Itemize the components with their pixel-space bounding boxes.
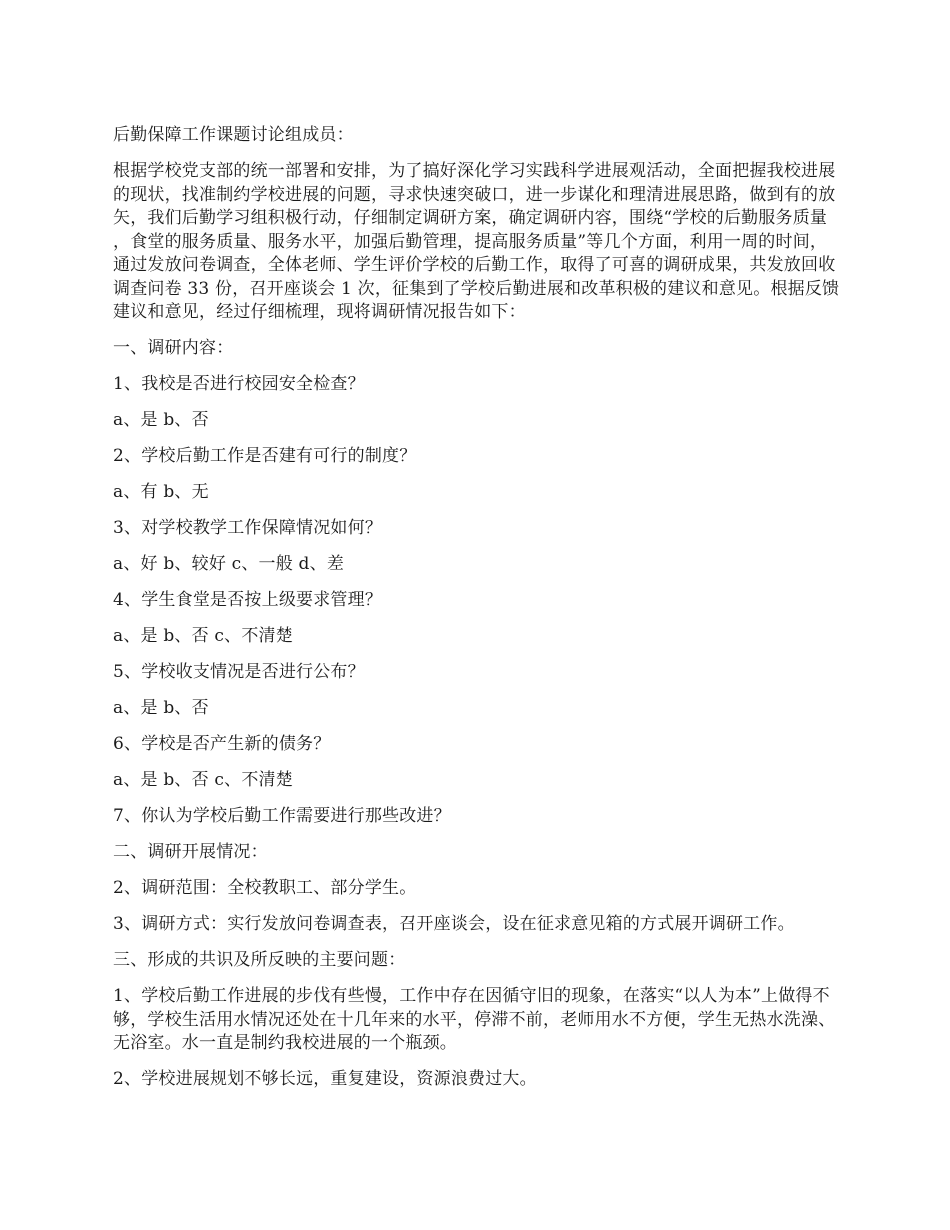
doc-heading: 后勤保障工作课题讨论组成员： xyxy=(113,125,354,145)
question-4: 4、学生食堂是否按上级要求管理？ xyxy=(113,590,383,610)
survey-scope: 2、调研范围：全校教职工、部分学生。 xyxy=(113,878,417,898)
intro-paragraph: 根据学校党支部的统一部署和安排，为了搞好深化学习实践科学进展观活动，全面把握我校进展的现状，找准制约学校进展的问题，寻求快速突破口，进一步谋化和理清进展思路，做到有的放矢，我们后勤学习组积极行动，仔细制定调研方案，确定调研内容，围绕“学校的后勤服务质量，食堂的服务质量、服务水平，加强后勤管理，提高服务质量”等几个方面，利用一周的时间，通过发放问卷调查，全体老师、学生评价学校的后勤工作，取得了可喜的调研成果，共发放回收调查问卷 33 份，召开座谈会 1 次，征集到了学校后勤进展和改革积极的建议和意见。根据反馈建议和意见，经过仔细梳理，现将调研情况报告如下： xyxy=(113,161,840,322)
question-3: 3、对学校教学工作保障情况如何？ xyxy=(113,518,383,538)
section-heading-progress: 二、调研开展情况： xyxy=(113,842,268,862)
issue-1: 1、学校后勤工作进展的步伐有些慢，工作中存在因循守旧的现象，在落实“以人为本”上做得不够，学校生活用水情况还处在十几年来的水平，停滞不前，老师用水不方便，学生无热水洗澡、无浴室。水一直是制约我校进展的一个瓶颈。 xyxy=(113,986,836,1053)
section-heading-issues: 三、形成的共识及所反映的主要问题： xyxy=(113,950,406,970)
question-2: 2、学校后勤工作是否建有可行的制度？ xyxy=(113,446,417,466)
options-4: a、是 b、否 c、不清楚 xyxy=(113,626,293,646)
options-6: a、是 b、否 c、不清楚 xyxy=(113,770,293,790)
section-heading-content: 一、调研内容： xyxy=(113,338,234,358)
question-5: 5、学校收支情况是否进行公布？ xyxy=(113,662,365,682)
issue-2: 2、学校进展规划不够长远，重复建设，资源浪费过大。 xyxy=(113,1069,537,1089)
options-5: a、是 b、否 xyxy=(113,698,209,718)
options-3: a、好 b、较好 c、一般 d、差 xyxy=(113,554,345,574)
question-7: 7、你认为学校后勤工作需要进行那些改进？ xyxy=(113,806,451,826)
document-body xyxy=(113,124,843,1104)
survey-method: 3、调研方式：实行发放问卷调查表，召开座谈会，设在征求意见箱的方式展开调研工作。 xyxy=(113,914,795,934)
options-2: a、有 b、无 xyxy=(113,482,209,502)
question-6: 6、学校是否产生新的债务？ xyxy=(113,734,331,754)
options-1: a、是 b、否 xyxy=(113,410,209,430)
question-1: 1、我校是否进行校园安全检查？ xyxy=(113,374,365,394)
